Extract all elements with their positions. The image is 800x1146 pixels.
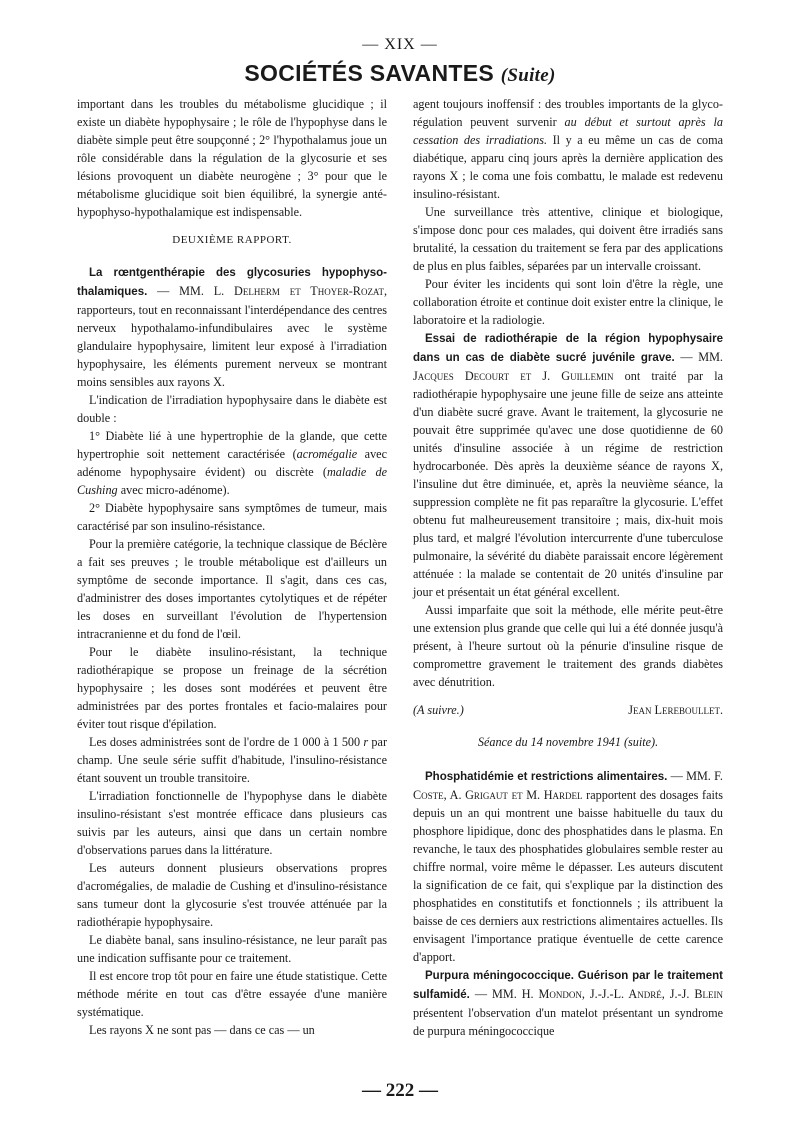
article-title: Essai de radiothérapie de la région hypophysaire dans un cas de diabète sucré juvénile grave.	[413, 333, 723, 364]
section-title	[0, 60, 800, 87]
article-title: Purpura méningococcique. Guérison par le traitement sulfamidé.	[413, 970, 723, 1001]
paragraph: L'irradiation fonctionnelle de l'hypophyse dans le diabète insulino-résistant s'est montrée efficace dans plusieurs cas suivis par les auteurs, ainsi que dans un certain nombre d'observations parues dans la littérature.	[77, 789, 387, 857]
session-heading: Séance du 14 novembre 1941 (suite).	[477, 735, 659, 749]
paragraph: Il est encore trop tôt pour en faire une étude statistique. Cette méthode mérite en tout cas d'être essayée d'une manière systématique.	[77, 969, 387, 1019]
paragraph: 2° Diabète hypophysaire sans symptômes de tumeur, mais caractérisé par son insulino-résistance.	[77, 501, 387, 533]
paragraph: Les rayons X ne sont pas — dans ce cas — un	[89, 1023, 315, 1037]
author-names: L. Delherm et Thoyer-Rozat	[213, 284, 384, 298]
author-names: F. Coste, A. Grigaut et M. Hardel	[413, 769, 723, 802]
roman-page-numeral: — XIX —	[362, 36, 438, 53]
section-title-suffix: (Suite)	[500, 65, 556, 86]
article-title: La rœntgenthérapie des glycosuries hypophyso-thalamiques.	[77, 267, 387, 298]
right-column	[413, 95, 723, 1040]
paragraph: La rœntgenthérapie des glycosuries hypophyso-thalamiques. — MM. L. Delherm et Thoyer-Rozat, rapporteurs, tout en reconnaissant l'interdépendance des centres nerveux hypothalamo-infundibulaires avec le système glandulaire hypophysaire, limitent leur exposé à l'irradiation hypophysaire, les éléments purement nerveux se montrant moins sensibles aux rayons X.	[77, 267, 387, 389]
section-title-text: SOCIÉTÉS SAVANTES	[244, 60, 495, 86]
left-column	[77, 95, 387, 1039]
paragraph: important dans les troubles du métabolisme glucidique ; il existe un diabète hypophysaire ; le rôle de l'hypophyse dans le diabète simple peut être soupçonné ; 2° l'hypothalamus joue un rôle considérable dans la régulation de la glycosurie et ses lésions provoquent un diabète neurogène ; 3° pour que le métabolisme glucidique soit bien équilibré, la synergie anté-hypophyso-hypothalamique est indispensable.	[77, 97, 387, 219]
article-title: Phosphatidémie et restrictions alimentaires.	[425, 771, 668, 783]
paragraph: Pour le diabète insulino-résistant, la technique radiothérapique se propose un freinage de la sécrétion hypophysaire ; les doses sont modérées et peuvent être administrées par des portes frontales et facio-malaires pour éviter tout risque d'épilation.	[77, 645, 387, 731]
paragraph: Essai de radiothérapie de la région hypophysaire dans un cas de diabète sucré juvénile grave. — MM. Jacques Decourt et J. Guillemin ont traité par la radiothérapie hypophysaire une jeune fille de seize ans atteinte d'un diabète sucré grave. Avant le traitement, la glycosurie ne pouvait être supprimée qu'avec une dose quotidienne de 60 unités d'insuline associée à un régime de restriction hydrocarbonée. Dès après la deuxième séance de rayons X, l'insuline dut être diminuée, et, après la neuvième séance, la suppression complète ne fit pas reparaître la glycosurie. L'effet obtenu fut malheureusement transitoire ; mais, dix-huit mois plus tard, et malgré l'évolution intercurrente d'une tuberculose pulmonaire, la sévérité du diabète paraissait encore légèrement atténuée : la malade se contentait de 20 unités d'insuline par jour et présentait un état général excellent.	[413, 333, 723, 599]
paragraph: Pour éviter les incidents qui sont loin d'être la règle, une collaboration étroite et continue doit exister entre la clinique, le laboratoire et la radiologie.	[413, 277, 723, 327]
author-names: Jacques Decourt et J. Guillemin	[413, 369, 614, 383]
paragraph: Pour la première catégorie, la technique classique de Béclère a fait ses preuves ; le trouble métabolique est d'ailleurs un symptôme de seconde importance. Il s'agit, dans ces cas, d'administrer des doses importantes cytolytiques et de répéter les doses en surveillant l'évolution de l'hypertension intracranienne et du fond de l'œil.	[77, 537, 387, 641]
paragraph: Les auteurs donnent plusieurs observations propres d'acromégalies, de maladie de Cushing et d'insulino-résistance sans tumeur dont la glycosurie s'est trouvée atténuée par la radiothérapie hypophysaire.	[77, 861, 387, 929]
author-signature: Jean Lereboullet.	[628, 703, 723, 717]
paragraph: Les doses administrées sont de l'ordre de 1 000 à 1 500 r par champ. Une seule série suffit d'habitude, l'insulino-résistance étant souvent un trouble transitoire.	[77, 735, 387, 785]
report-heading: DEUXIÈME RAPPORT.	[172, 234, 292, 246]
paragraph: L'indication de l'irradiation hypophysaire dans le diabète est double :	[77, 393, 387, 425]
paragraph: Purpura méningococcique. Guérison par le traitement sulfamidé. — MM. H. Mondon, J.-J.-L. André, J.-J. Blein présentent l'observation d'un matelot présentant un syndrome de purpura méningococcique	[413, 970, 723, 1038]
page-number: — 222 —	[362, 1080, 438, 1101]
paragraph: agent toujours inoffensif : des troubles importants de la glyco-régulation peuvent survenir au début et surtout après la cessation des irradiations. Il y a eu même un cas de coma diabétique, apparu cinq jours après la dernière application des rayons X ; le coma une fois combattu, le malade est redevenu insulino-résistant.	[413, 97, 723, 201]
paragraph: Une surveillance très attentive, clinique et biologique, s'impose donc pour ces malades, qui doivent être irradiés sans brutalité, la cessation du traitement se fera par des applications de plus en plus faibles, séparées par un intervalle croissant.	[413, 205, 723, 273]
to-be-continued: (A suivre.)	[413, 703, 464, 717]
paragraph: Phosphatidémie et restrictions alimentaires. — MM. F. Coste, A. Grigaut et M. Hardel rapportent des dosages faits depuis un an qui montrent une baisse habituelle du taux du phosphore lipidique, donc des phosphatides dans le plasma. En revanche, le taux des phosphatides globulaires semble rester au chiffre normal, voire même le dépasser. Les auteurs discutent la signification de ce fait, qui s'explique par la distinction des phosphatides en constitutifs et fonctionnels ; ils attribuent la baisse de ces derniers aux restrictions alimentaires actuelles. Ils envisagent l'importance pratique éventuelle de cette carence d'apport.	[413, 769, 723, 964]
paragraph: Le diabète banal, sans insulino-résistance, ne leur paraît pas une indication suffisante pour ce traitement.	[77, 933, 387, 965]
author-names: H. Mondon, J.-J.-L. André, J.-J. Blein	[521, 987, 723, 1001]
signature-row	[413, 701, 723, 719]
paragraph: Aussi imparfaite que soit la méthode, elle mérite peut-être une extension plus grande que celle qui lui a été donnée jusqu'à présent, à l'heure surtout où la pénurie d'insuline risque de compromettre gravement le traitement des grands diabètes avec dénutrition.	[413, 603, 723, 689]
paragraph: 1° Diabète lié à une hypertrophie de la glande, que cette hypertrophie soit nettement caractérisée (acromégalie avec adénome hypophysaire évident) ou discrète (maladie de Cushing avec micro-adénome).	[77, 429, 387, 497]
